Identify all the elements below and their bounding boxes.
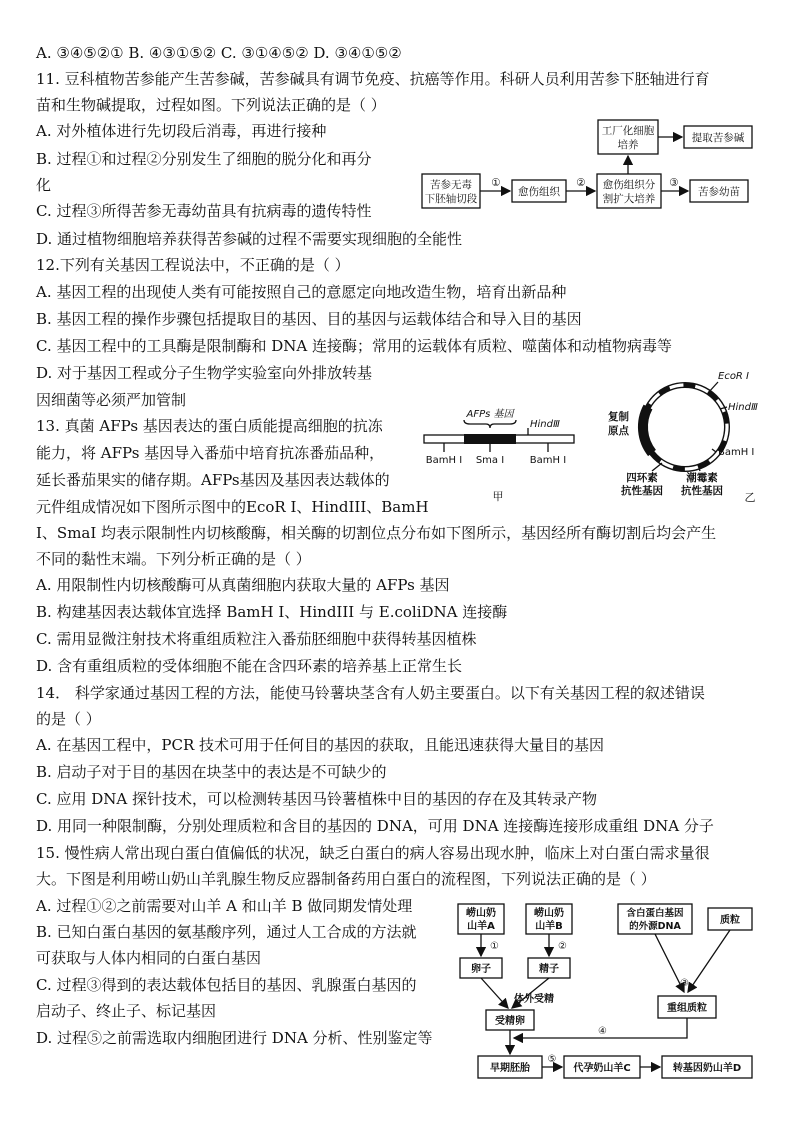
q12-option-a: A. 基因工程的出现使人类有可能按照自己的意愿定向地改造生物，培育出新品种 (36, 283, 567, 301)
q14-option-d: D. 用同一种限制酶，分别处理质粒和含目的基因的 DNA，可用 DNA 连接酶连接形成重组 DNA 分子 (36, 817, 714, 835)
process-1-label: ① (490, 941, 499, 952)
q12-option-d-line1: D. 对于基因工程或分子生物学实验室向外排放转基 (36, 364, 373, 382)
goat-b-label-2: 山羊B (535, 921, 563, 932)
step-1-label: ① (491, 177, 501, 189)
q15-option-c-line2: 启动子、终止子、标记基因 (36, 1002, 217, 1020)
figure-yi-caption: 乙 (744, 491, 756, 504)
process-4-label: ④ (598, 1026, 607, 1037)
q13-stem-line3: 延长番茄果实的储存期。AFPs基因及基因表达载体的 (36, 471, 390, 489)
q11-option-c: C. 过程③所得苦参无毒幼苗具有抗病毒的遗传特性 (36, 202, 372, 220)
q14-stem-line2: 的是（ ） (36, 710, 101, 728)
q14-option-a: A. 在基因工程中，PCR 技术可用于任何目的基因的获取，且能迅速获得大量目的基因 (36, 736, 605, 754)
process-2-label: ② (558, 941, 567, 952)
q15-stem-line1: 15. 慢性病人常出现白蛋白值偏低的状况，缺乏白蛋白的病人容易出现水肿，临床上对白蛋白需求量很 (36, 844, 710, 862)
ivf-label: 体外受精 (514, 994, 554, 1005)
q13-stem-line5: I、SmaI 均表示限制性内切核酸酶，相关酶的切割位点分布如下图所示，基因经所有酶切割后均会产生 (36, 524, 717, 542)
callus-split-label-1: 愈伤组织分 (602, 179, 656, 191)
q11-flow-diagram (418, 116, 758, 216)
q12-option-d-line2: 因细菌等必须严加管制 (36, 391, 187, 409)
egg-label: 卵子 (471, 964, 491, 975)
bamh-plasmid-label: BamH Ⅰ (718, 447, 755, 458)
process-3-label: ③ (680, 978, 689, 989)
recombinant-plasmid-label: 重组质粒 (667, 1003, 707, 1014)
q10-options: A. ③④⑤②① B. ④③①⑤② C. ③①④⑤② D. ③④①⑤② (36, 44, 402, 62)
goat-a-label-1: 崂山奶 (466, 908, 496, 919)
bamh-right-label: BamH Ⅰ (529, 455, 567, 466)
hyg-resistance-label-2: 抗性基因 (681, 485, 723, 497)
callus-label: 愈伤组织 (518, 186, 560, 198)
ori-label-1: 复制 (608, 411, 629, 423)
q15-stem-line2: 大。下图是利用崂山奶山羊乳腺生物反应器制备药用白蛋白的流程图，下列说法正确的是（ ） (36, 870, 656, 888)
q11-option-d: D. 通过植物细胞培养获得苦参碱的过程不需要实现细胞的全能性 (36, 230, 463, 248)
tet-resistance-label-1: 四环素 (626, 472, 658, 484)
extract-label: 提取苦参碱 (691, 132, 745, 144)
tet-resistance-label-2: 抗性基因 (621, 485, 663, 497)
q13-stem-line6: 不同的黏性末端。下列分析正确的是（ ） (36, 550, 311, 568)
q15-option-b-line2: 可获取与人体内相同的白蛋白基因 (36, 949, 262, 967)
q13-option-b: B. 构建基因表达载体宜选择 BamH I、HindIII 与 E.coliDNA 连接酶 (36, 603, 508, 621)
q13-option-d: D. 含有重组质粒的受体细胞不能在含四环素的培养基上正常生长 (36, 657, 463, 675)
goat-a-label-2: 山羊A (467, 921, 495, 932)
q12-option-b: B. 基因工程的操作步骤包括提取目的基因、目的基因与运载体结合和导入目的基因 (36, 310, 582, 328)
q11-option-b-line1: B. 过程①和过程②分别发生了细胞的脱分化和再分 (36, 150, 372, 168)
q12-option-c: C. 基因工程中的工具酶是限制酶和 DNA 连接酶；常用的运载体有质粒、噬菌体和动植物病毒等 (36, 337, 673, 355)
q13-option-c: C. 需用显微注射技术将重组质粒注入番茄胚细胞中获得转基因植株 (36, 630, 477, 648)
sperm-label: 精子 (539, 964, 559, 975)
hind-site-label: HindⅢ (530, 419, 560, 430)
q14-stem-line1: 14． 科学家通过基因工程的方法，能使马铃薯块茎含有人奶主要蛋白。以下有关基因工程的叙述错误 (36, 684, 705, 702)
hyg-resistance-label-1: 潮霉素 (686, 472, 718, 484)
bamh-left-label: BamH Ⅰ (425, 455, 463, 466)
ori-label-2: 原点 (608, 425, 629, 437)
q11-option-a: A. 对外植体进行先切段后消毒，再进行接种 (36, 122, 327, 140)
zygote-label: 受精卵 (495, 1016, 525, 1027)
surrogate-goat-label: 代孕奶山羊C (573, 1063, 631, 1074)
sma-label: Sma Ⅰ (475, 455, 505, 466)
q13-figure-yi (600, 365, 780, 505)
q15-option-d: D. 过程⑤之前需选取内细胞团进行 DNA 分析、性别鉴定等 (36, 1029, 433, 1047)
q14-option-c: C. 应用 DNA 探针技术，可以检测转基因马铃薯植株中目的基因的存在及其转录产物 (36, 790, 598, 808)
q13-option-a: A. 用限制性内切核酸酶可从真菌细胞内获取大量的 AFPs 基因 (36, 576, 450, 594)
q11-option-b-line2: 化 (36, 176, 52, 194)
factory-label-1: 工厂化细胞 (601, 125, 655, 137)
q13-stem-line2: 能力，将 AFPs 基因导入番茄中培育抗冻番茄品种， (36, 444, 385, 462)
q15-option-c-line1: C. 过程③得到的表达载体包括目的基因、乳腺蛋白基因的 (36, 976, 417, 994)
foreign-dna-label-2: 的外源DNA (629, 921, 681, 932)
hind-plasmid-label: HindⅢ (728, 402, 758, 413)
ecor-site-label: EcoR Ⅰ (718, 371, 750, 382)
seedling-label: 苦参幼苗 (698, 186, 740, 198)
figure-jia-caption: 甲 (492, 490, 504, 503)
hypocotyl-label-1: 苦参无毒 (430, 179, 472, 191)
foreign-dna-label-1: 含白蛋白基因 (626, 908, 684, 919)
hypocotyl-label-2: 下胚轴切段 (424, 193, 478, 205)
q11-stem-line1: 11. 豆科植物苦参能产生苦参碱，苦参碱具有调节免疫、抗癌等作用。科研人员利用苦参下胚轴进行育 (36, 70, 710, 88)
ori-segment (643, 407, 652, 453)
q13-figure-jia (412, 400, 590, 505)
q13-stem-line1: 13. 真菌 AFPs 基因表达的蛋白质能提高细胞的抗冻 (36, 417, 383, 435)
afps-gene-label: AFPs 基因 (466, 409, 514, 420)
afps-gene-segment (464, 434, 516, 444)
step-2-label: ② (576, 177, 586, 189)
goat-b-label-1: 崂山奶 (534, 908, 564, 919)
q14-option-b: B. 启动子对于目的基因在块茎中的表达是不可缺少的 (36, 763, 387, 781)
plasmid-label: 质粒 (720, 915, 740, 926)
q11-stem-line2: 苗和生物碱提取，过程如图。下列说法正确的是（ ） (36, 96, 386, 114)
q12-stem: 12.下列有关基因工程说法中，不正确的是（ ） (36, 256, 350, 274)
q15-flow-diagram (452, 900, 782, 1090)
process-5-label: ⑤ (547, 1054, 557, 1065)
q15-option-b-line1: B. 已知白蛋白基因的氨基酸序列，通过人工合成的方法就 (36, 923, 417, 941)
q13-stem-line4: 元件组成情况如下图所示图中的EcoR I、HindIII、BamH (36, 498, 429, 516)
transgenic-goat-label: 转基因奶山羊D (672, 1063, 742, 1074)
early-embryo-label: 早期胚胎 (490, 1063, 530, 1074)
q15-option-a: A. 过程①②之前需要对山羊 A 和山羊 B 做同期发情处理 (36, 897, 413, 915)
factory-label-2: 培养 (617, 139, 639, 151)
callus-split-label-2: 割扩大培养 (602, 193, 656, 205)
step-3-label: ③ (669, 177, 679, 189)
